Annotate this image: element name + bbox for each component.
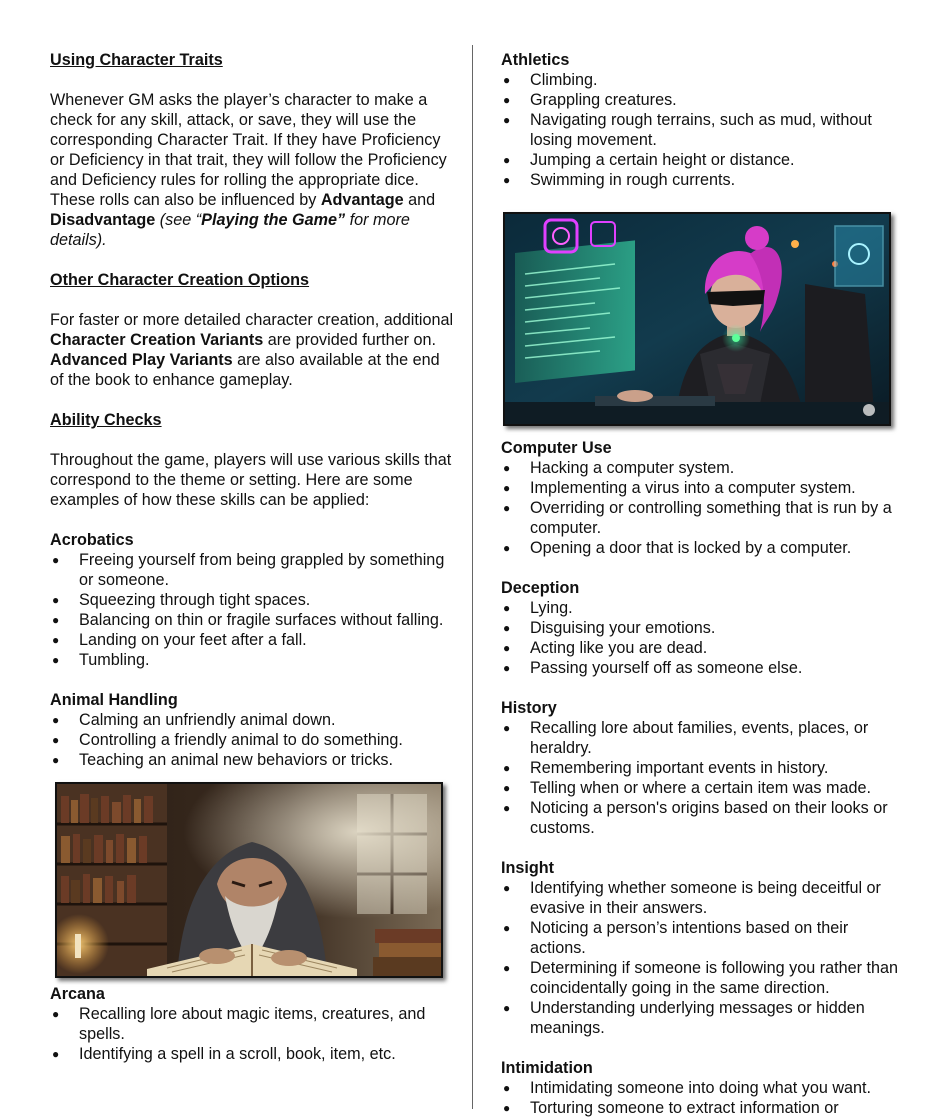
list-item: ● Passing yourself off as someone else. (501, 658, 906, 678)
using-traits-paragraph (50, 90, 454, 250)
see-open-text: (see “ (155, 211, 202, 229)
list-item: ● Hacking a computer system. (501, 458, 906, 478)
list-item: ● Balancing on thin or fragile surfaces without falling. (50, 610, 454, 630)
list-item: ● Telling when or where a certain item was made. (501, 778, 906, 798)
list-item: ● Freeing yourself from being grappled by something or someone. (50, 550, 454, 590)
skill-title-animal-handling: Animal Handling (50, 691, 178, 709)
list-item: ● Disguising your emotions. (501, 618, 906, 638)
arcana-list (50, 1004, 454, 1064)
list-item: ● Noticing a person’s intentions based on their actions. (501, 918, 906, 958)
disadvantage-term: Disadvantage (50, 211, 156, 229)
intimidation-list (501, 1078, 906, 1118)
other-text-c: are also available at the end of the book to enhance gameplay. (50, 351, 440, 389)
list-item: ● Lying. (501, 598, 906, 618)
variants-term: Character Creation Variants (50, 331, 264, 349)
list-item: ● Jumping a certain height or distance. (501, 150, 906, 170)
list-item: ● Squeezing through tight spaces. (50, 590, 454, 610)
list-item: ● Remembering important events in history. (501, 758, 906, 778)
list-item: ● Recalling lore about magic items, creatures, and spells. (50, 1004, 454, 1044)
list-item: ● Understanding underlying messages or hidden meanings. (501, 998, 906, 1038)
hacker-image (505, 214, 889, 424)
left-column (50, 50, 454, 1064)
skill-title-computer-use: Computer Use (501, 439, 612, 457)
playing-the-game-ref: Playing the Game” (201, 211, 346, 229)
wizard-illustration (55, 782, 443, 978)
list-item: ● Implementing a virus into a computer system. (501, 478, 906, 498)
animal-handling-list (50, 710, 454, 770)
list-item: ● Tumbling. (50, 650, 454, 670)
list-item: ● Identifying a spell in a scroll, book, item, etc. (50, 1044, 454, 1064)
other-text-a: For faster or more detailed character creation, additional (50, 311, 454, 329)
athletics-list (501, 70, 906, 190)
ability-checks-paragraph: Throughout the game, players will use various skills that correspond to the theme or setting. Here are some examples of how these skills can be applied: (50, 451, 452, 509)
skill-title-acrobatics: Acrobatics (50, 531, 134, 549)
list-item: ● Swimming in rough currents. (501, 170, 906, 190)
list-item: ● Controlling a friendly animal to do something. (50, 730, 454, 750)
list-item: ● Acting like you are dead. (501, 638, 906, 658)
advanced-term: Advanced Play Variants (50, 351, 233, 369)
list-item: ● Noticing a person's origins based on their looks or customs. (501, 798, 906, 838)
list-item: ● Recalling lore about families, events, places, or heraldry. (501, 718, 906, 758)
list-item: ● Teaching an animal new behaviors or tricks. (50, 750, 454, 770)
list-item: ● Landing on your feet after a fall. (50, 630, 454, 650)
other-options-paragraph (50, 310, 454, 390)
other-options-heading: Other Character Creation Options (50, 271, 310, 289)
list-item: ● Calming an unfriendly animal down. (50, 710, 454, 730)
wizard-image (57, 784, 441, 976)
list-item: ● Opening a door that is locked by a computer. (501, 538, 906, 558)
list-item: ● Climbing. (501, 70, 906, 90)
using-traits-heading: Using Character Traits (50, 51, 223, 69)
computer-use-list (501, 458, 906, 558)
list-item: ● Identifying whether someone is being deceitful or evasive in their answers. (501, 878, 906, 918)
list-item: ● Intimidating someone into doing what you want. (501, 1078, 906, 1098)
ability-checks-heading: Ability Checks (50, 411, 162, 429)
list-item: ● Torturing someone to extract information or (501, 1098, 906, 1118)
list-item: ● Determining if someone is following you rather than coincidentally going in the same direction. (501, 958, 906, 998)
skill-title-insight: Insight (501, 859, 555, 877)
advantage-term: Advantage (320, 191, 404, 209)
right-column (501, 50, 906, 1118)
insight-list (501, 878, 906, 1038)
using-traits-text: Whenever GM asks the player’s character to make a check for any skill, attack, or save, they will use the corresponding Character Trait. If they have Proficiency or Deficiency in that trait, they will follow the Proficiency and Deficiency rules for rolling the appropriate dice. These rolls can also be influenced by (50, 91, 447, 209)
deception-list (501, 598, 906, 678)
acrobatics-list (50, 550, 454, 670)
skill-title-history: History (501, 699, 557, 717)
skill-title-athletics: Athletics (501, 51, 570, 69)
other-text-b: are provided further on. (263, 331, 437, 349)
skill-title-arcana: Arcana (50, 985, 105, 1003)
list-item: ● Grappling creatures. (501, 90, 906, 110)
skill-title-deception: Deception (501, 579, 580, 597)
skill-title-intimidation: Intimidation (501, 1059, 593, 1077)
list-item: ● Navigating rough terrains, such as mud, without losing movement. (501, 110, 906, 150)
and-text: and (403, 191, 436, 209)
hacker-illustration (503, 212, 891, 426)
column-divider (472, 45, 473, 1109)
history-list (501, 718, 906, 838)
see-close-text: for more details). (50, 211, 410, 249)
list-item: ● Overriding or controlling something that is run by a computer. (501, 498, 906, 538)
